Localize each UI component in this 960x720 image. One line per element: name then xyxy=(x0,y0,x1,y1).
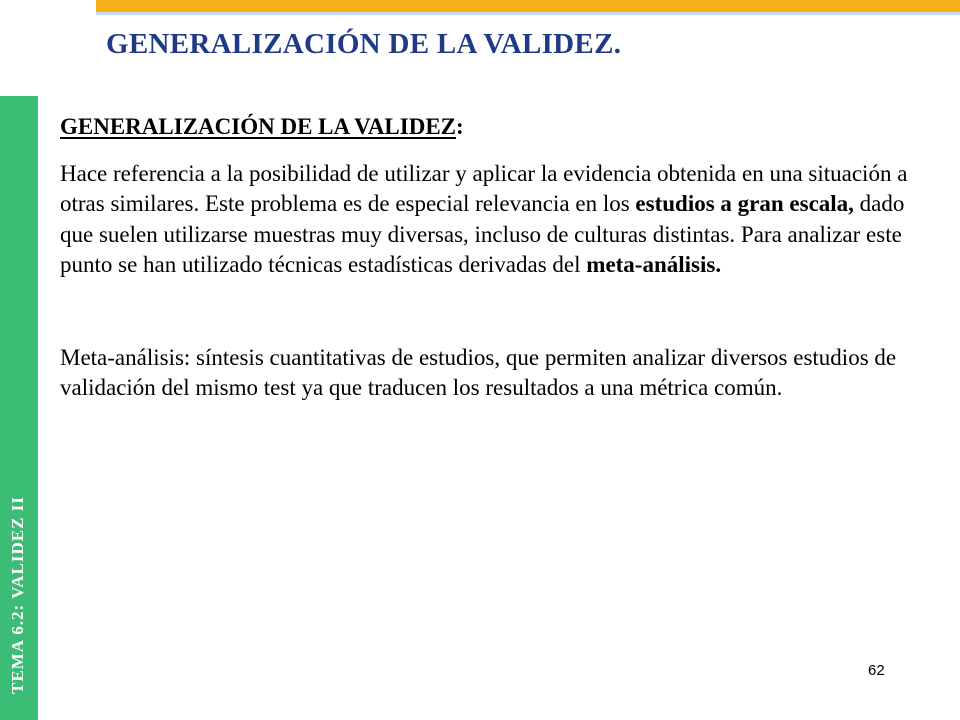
paragraph1-part2: dado que suelen utilizarse muestras muy diversas, incluso de culturas distintas. Para analizar este punto se han utilizado técnicas estadísticas derivadas del xyxy=(60,191,905,277)
subheading-text: GENERALIZACIÓN DE LA VALIDEZ xyxy=(60,114,457,139)
subheading xyxy=(60,112,920,143)
side-label: TEMA 6.2: VALIDEZ II xyxy=(8,496,27,694)
top-accent-bar xyxy=(96,0,960,12)
slide-content xyxy=(60,112,920,404)
subheading-colon: : xyxy=(456,114,464,139)
paragraph-definition xyxy=(60,159,920,281)
paragraph1-bold-large-scale: estudios a gran escala, xyxy=(635,191,854,216)
paragraph1-bold-meta-analysis: meta-análisis. xyxy=(586,252,722,277)
slide-title: GENERALIZACIÓN DE LA VALIDEZ. xyxy=(106,28,622,60)
paragraph-meta-analysis: Meta-análisis: síntesis cuantitativas de estudios, que permiten analizar diversos estudios de validación del mismo test ya que traducen los resultados a una métrica común. xyxy=(60,344,897,400)
side-label-container xyxy=(0,96,38,720)
paragraph1-part1: Hace referencia a la posibilidad de utilizar y aplicar la evidencia obtenida en una situación a otras similares. Este problema es de especial relevancia en los xyxy=(60,160,908,216)
page-number: 62 xyxy=(868,662,885,679)
top-divider-line xyxy=(96,12,960,15)
